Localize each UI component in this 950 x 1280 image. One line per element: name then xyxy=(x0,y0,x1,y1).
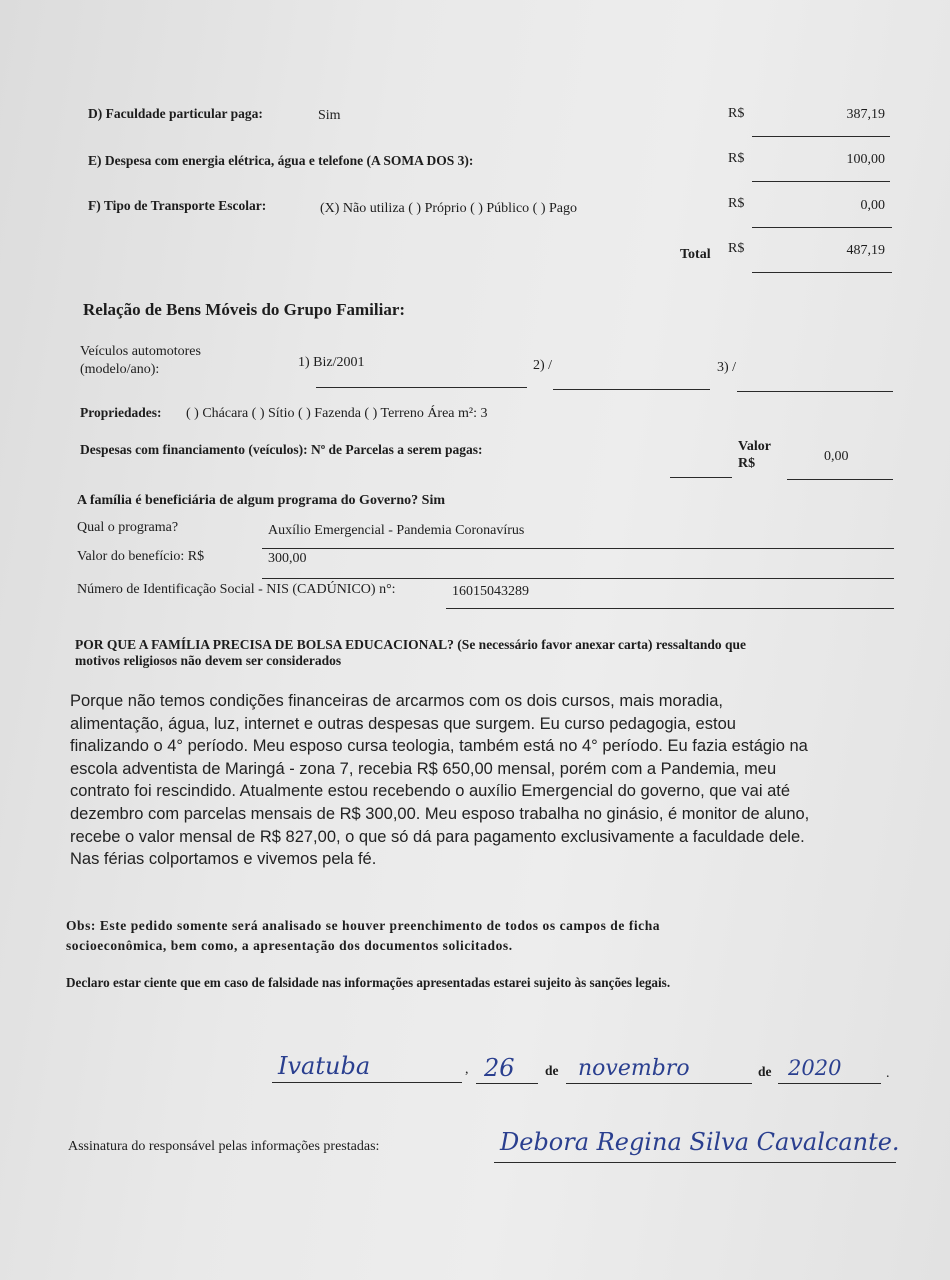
item-f-amount: 0,00 xyxy=(860,198,885,213)
financiamento-label: Despesas com financiamento (veículos): Nº de Parcelas a serem pagas: xyxy=(80,442,483,457)
propriedades-options: ( ) Chácara ( ) Sítio ( ) Fazenda ( ) Terreno Área m²: 3 xyxy=(186,406,488,421)
propriedades-label: Propriedades: xyxy=(80,405,162,420)
qual-programa-line xyxy=(262,548,894,549)
item-f-currency: R$ xyxy=(728,196,745,211)
veiculo-1-line xyxy=(316,387,527,388)
date-de-1: de xyxy=(545,1063,559,1078)
year-line xyxy=(778,1083,881,1084)
date-comma: , xyxy=(465,1062,469,1077)
bolsa-answer-line: escola adventista de Maringá - zona 7, recebia R$ 650,00 mensal, porém com a Pandemia, meu xyxy=(70,759,777,778)
item-e-amount-line xyxy=(752,181,890,182)
item-f-options: (X) Não utiliza ( ) Próprio ( ) Público ( ) Pago xyxy=(320,201,577,216)
bolsa-answer-line: dezembro com parcelas mensais de R$ 300,00. Meu esposo trabalha no ginásio, é monitor de aluno, xyxy=(70,804,810,823)
city-handwritten: Ivatuba xyxy=(278,1052,371,1080)
bolsa-question-line1: POR QUE A FAMÍLIA PRECISA DE BOLSA EDUCACIONAL? (Se necessário favor anexar carta) ressaltando que xyxy=(75,637,747,652)
valor-beneficio-line xyxy=(262,578,894,579)
declaro-text: Declaro estar ciente que em caso de falsidade nas informações apresentadas estarei sujeito às sanções legais. xyxy=(66,975,671,990)
obs-line2: socioeconômica, bem como, a apresentação dos documentos solicitados. xyxy=(66,938,513,953)
item-d-amount: 387,19 xyxy=(846,107,885,122)
signature-handwritten: Debora Regina Silva Cavalcante. xyxy=(500,1128,900,1156)
total-amount: 487,19 xyxy=(846,243,885,258)
month-handwritten: novembro xyxy=(578,1056,690,1081)
bolsa-answer xyxy=(70,690,900,871)
nis-label: Número de Identificação Social - NIS (CADÚNICO) n°: xyxy=(77,582,396,597)
total-label: Total xyxy=(680,247,711,262)
bolsa-answer-line: contrato foi rescindido. Atualmente estou recebendo o auxílio Emergencial do governo, que vai até xyxy=(70,782,791,801)
month-line xyxy=(566,1083,752,1084)
bolsa-answer-line: alimentação, água, luz, internet e outras despesas que surgem. Eu curso pedagogia, estou xyxy=(70,714,736,733)
item-d-currency: R$ xyxy=(728,106,745,121)
total-currency: R$ xyxy=(728,241,745,256)
qual-programa-value: Auxílio Emergencial - Pandemia Coronavírus xyxy=(268,523,525,538)
bens-title: Relação de Bens Móveis do Grupo Familiar: xyxy=(83,300,406,319)
nis-value: 16015043289 xyxy=(452,584,529,599)
item-d-amount-line xyxy=(752,136,890,137)
date-de-2: de xyxy=(758,1064,772,1079)
item-f-label: F) Tipo de Transporte Escolar: xyxy=(88,198,267,213)
item-e-currency: R$ xyxy=(728,151,745,166)
nis-line xyxy=(446,608,894,609)
item-e-label: E) Despesa com energia elétrica, água e telefone (A SOMA DOS 3): xyxy=(88,153,474,168)
financiamento-valor-line xyxy=(787,479,893,480)
financiamento-valor: 0,00 xyxy=(824,449,849,464)
signature-label: Assinatura do responsável pelas informações prestadas: xyxy=(68,1139,380,1154)
signature-line xyxy=(494,1162,896,1163)
bolsa-question-line2: motivos religiosos não devem ser considerados xyxy=(75,653,342,668)
bolsa-answer-line: Nas férias colportamos e vivemos pela fé. xyxy=(70,850,377,869)
valor-label-2: R$ xyxy=(738,456,756,471)
veiculos-label-2: (modelo/ano): xyxy=(80,362,160,377)
veiculo-3-line xyxy=(737,391,893,392)
veiculo-2-line xyxy=(553,389,710,390)
year-handwritten: 2020 xyxy=(788,1056,842,1080)
item-e-amount: 100,00 xyxy=(846,152,885,167)
veiculo-2: 2) / xyxy=(533,358,553,373)
veiculo-1: 1) Biz/2001 xyxy=(298,355,365,370)
date-period: . xyxy=(886,1066,890,1081)
item-f-amount-line xyxy=(752,227,892,228)
parcelas-line xyxy=(670,477,732,478)
programa-question: A família é beneficiária de algum programa do Governo? xyxy=(77,493,419,508)
day-handwritten: 26 xyxy=(484,1054,515,1082)
day-line xyxy=(476,1083,538,1084)
valor-label-1: Valor xyxy=(738,439,771,454)
valor-beneficio-label: Valor do benefício: R$ xyxy=(77,549,205,564)
programa-answer: Sim xyxy=(421,493,445,508)
total-amount-line xyxy=(752,272,892,273)
city-line xyxy=(272,1082,462,1083)
qual-programa-label: Qual o programa? xyxy=(77,520,179,535)
bolsa-answer-line: Porque não temos condições financeiras de arcarmos com os dois cursos, mais moradia, xyxy=(70,692,723,710)
bolsa-answer-line: recebe o valor mensal de R$ 827,00, o que só dá para pagamento exclusivamente a faculdade dele. xyxy=(70,827,805,846)
valor-beneficio-value: 300,00 xyxy=(268,551,307,566)
veiculos-label-1: Veículos automotores xyxy=(80,344,201,359)
veiculo-3: 3) / xyxy=(717,360,737,375)
bolsa-answer-line: finalizando o 4° período. Meu esposo cursa teologia, também está no 4° período. Eu fazia estágio na xyxy=(70,737,808,756)
obs-line1: Obs: Este pedido somente será analisado se houver preenchimento de todos os campos de ficha xyxy=(66,918,661,933)
item-d-label: D) Faculdade particular paga: xyxy=(88,106,263,121)
item-d-value: Sim xyxy=(318,108,341,123)
